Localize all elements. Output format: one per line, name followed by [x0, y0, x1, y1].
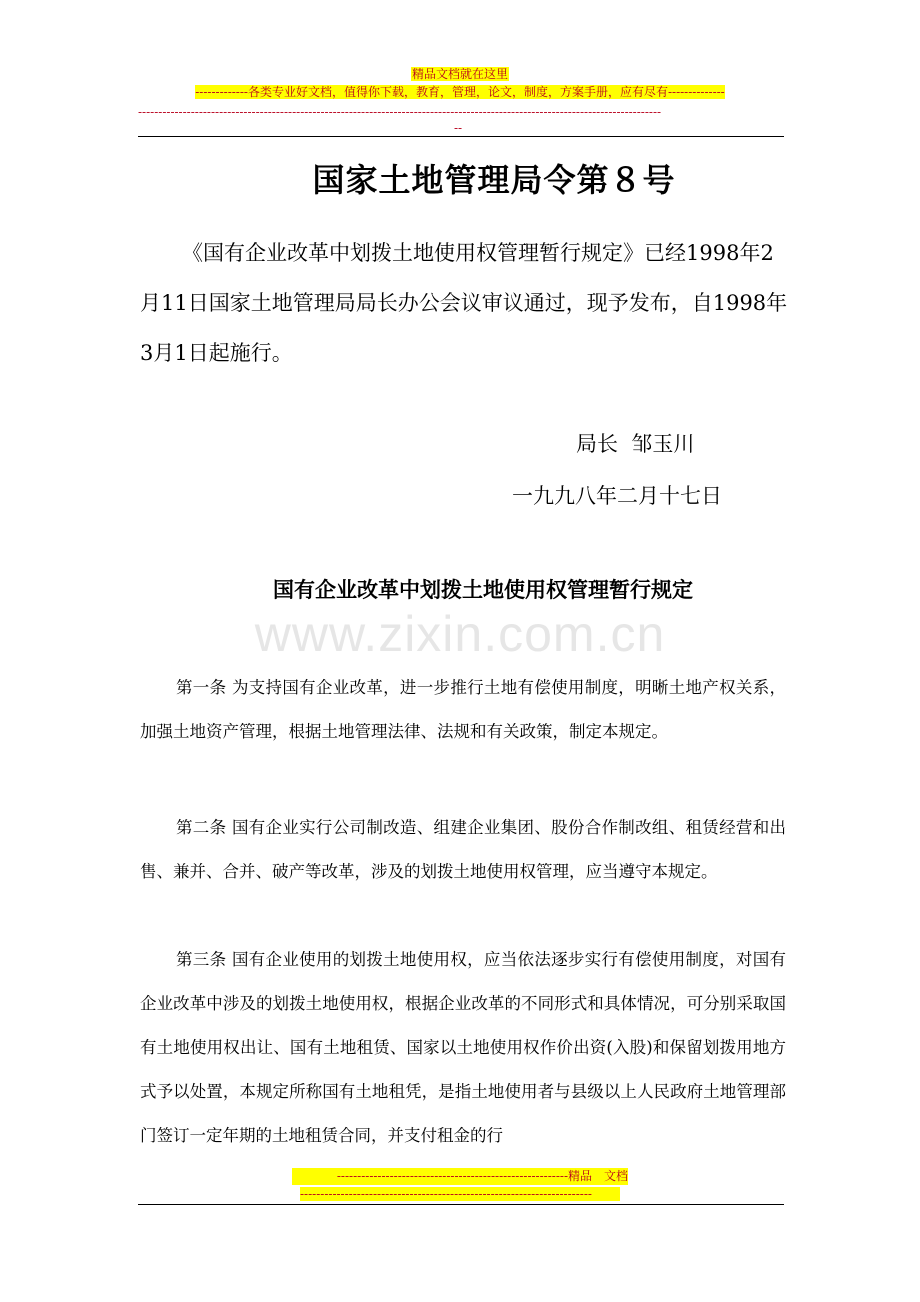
- signer-line: 局长 邹玉川: [576, 432, 695, 456]
- footer-dash-line: ------------------------------------------------------------------------: [300, 1187, 620, 1201]
- article-1-text: 第一条 为支持国有企业改革，进一步推行土地有偿使用制度，明晰土地产权关系，加强土地资产管理，根据土地管理法律、法规和有关政策，制定本规定。: [140, 678, 786, 741]
- article-2-text: 第二条 国有企业实行公司制改造、组建企业集团、股份合作制改组、租赁经营和出售、兼并、合并、破产等改革，涉及的划拨土地使用权管理，应当遵守本规定。: [140, 818, 786, 881]
- sign-date: 一九九八年二月十七日: [512, 484, 722, 508]
- footer-rule: [138, 1204, 784, 1205]
- header-dash-tail: --: [454, 121, 463, 135]
- header-rule: [138, 136, 784, 137]
- header-banner-tagline: [0, 84, 920, 100]
- article-3-text: 第三条 国有企业使用的划拨土地使用权，应当依法逐步实行有偿使用制度，对国有企业改革中涉及的划拨土地使用权，根据企业改革的不同形式和具体情况，可分别采取国有土地使用权出让、国有土地租赁、国家以土地使用权作价出资(入股)和保留划拨用地方式予以处置，本规定所称国有土地租凭，是指土地使用者与县级以上人民政府土地管理部门签订一定年期的土地租赁合同，并支付租金的行: [140, 950, 786, 1145]
- intro-text: 《国有企业改革中划拨土地使用权管理暂行规定》已经1998年2月11日国家土地管理局局长办公会议审议通过，现予发布，自1998年3月1日起施行。: [140, 241, 788, 365]
- article-2: [140, 806, 786, 894]
- header-dash-line: ---------------------------------------------------------------------------------------------------------------------------------: [138, 105, 662, 119]
- banner-title-text: 精品文档就在这里: [411, 67, 508, 81]
- intro-paragraph: [140, 228, 790, 378]
- header-banner-title: [0, 66, 920, 82]
- regulation-subtitle: 国有企业改革中划拨土地使用权管理暂行规定: [273, 578, 693, 602]
- banner-tagline-text: -------------各类专业好文档，值得你下载，教育，管理，论文，制度，方案手册，应有尽有--------------: [195, 85, 725, 99]
- footer-banner: ---------------------------------------------------------精品 文档: [292, 1168, 628, 1185]
- article-3: [140, 938, 786, 1158]
- watermark: www.zixin.com.cn: [254, 606, 666, 662]
- document-title: 国家土地管理局令第８号: [312, 161, 676, 199]
- article-1: [140, 666, 786, 754]
